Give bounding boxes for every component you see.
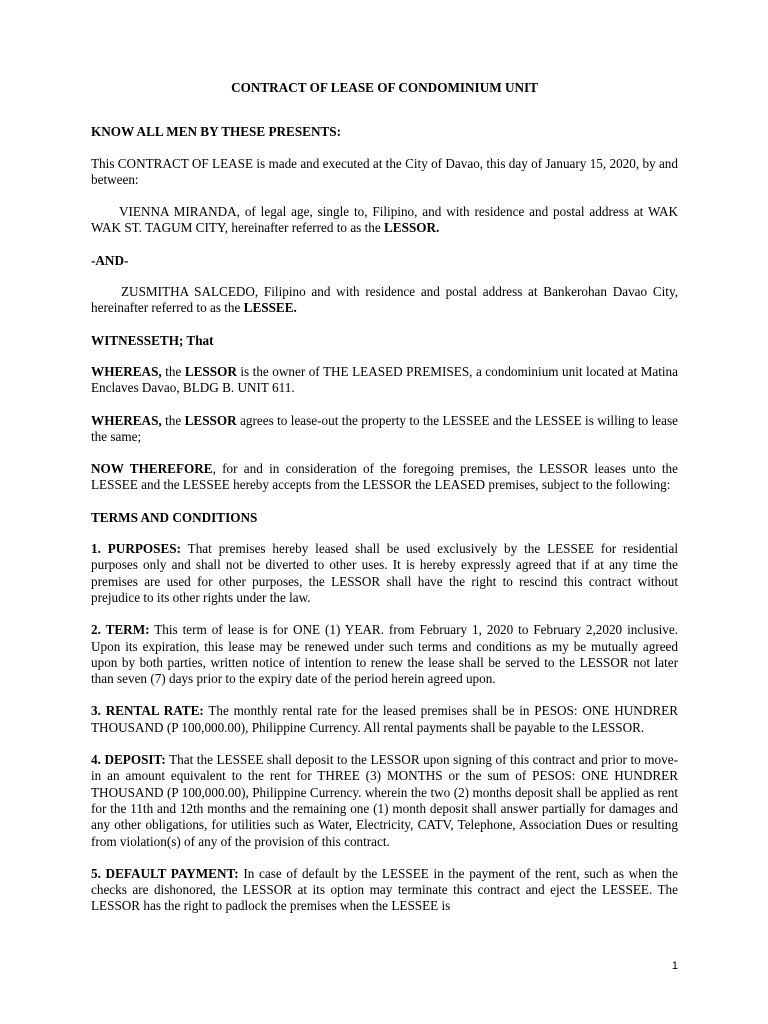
whereas-1-lessor: LESSOR — [184, 363, 237, 379]
terms-heading: TERMS AND CONDITIONS — [91, 509, 258, 525]
lessor-party-text: VIENNA MIRANDA, of legal age, single to, Filipino, and with residence and postal address at WAK WAK ST. TAGUM CITY, hereinafter referred to as the — [91, 204, 678, 236]
clause-label: 4. DEPOSIT: — [91, 752, 166, 768]
lessee-party-bold: LESSEE. — [243, 300, 297, 316]
now-therefore-paragraph — [91, 461, 678, 494]
clause-label: 2. TERM: — [91, 622, 150, 638]
clause-deposit — [91, 752, 678, 850]
whereas-2-lead: WHEREAS, — [91, 412, 162, 428]
now-therefore-text: , for and in consideration of the foregoing premises, the LESSOR leases unto the LESSEE and the LESSEE hereby accepts from the LESSOR the LEASED premises, subject to the following: — [91, 461, 678, 493]
lessee-party-text: ZUSMITHA SALCEDO, Filipino and with residence and postal address at Bankerohan Davao City, hereinafter referred to as the — [91, 284, 678, 316]
whereas-1-text: is the owner of THE LEASED PREMISES, a condominium unit located at Matina Enclaves Davao, BLDG B. UNIT 611. — [91, 363, 678, 396]
whereas-1-lead: WHEREAS, — [91, 363, 162, 379]
document-page — [91, 80, 678, 931]
now-therefore-lead: NOW THEREFORE — [91, 461, 213, 477]
whereas-2-text: agrees to lease-out the property to the LESSEE and the LESSEE is willing to lease the same; — [91, 412, 678, 444]
clause-default-payment — [91, 866, 678, 915]
clause-term — [91, 622, 678, 687]
clause-text: That the LESSEE shall deposit to the LESSOR upon signing of this contract and prior to move-in an amount equivalent to the rent for THREE (3) MONTHS or the sum of PESOS: ONE HUNDRER THOUSAND (P 100,000.00), Philippine Currency. wherein the two (2) months deposit shall be applied as rent for the 11th and 12th months and the remaining one (1) month deposit shall answer partially for damages and any other obligations, for utilities such as Water, Electricity, CATV, Telephone, Association Dues or resulting from violation(s) of any of the provision of this contract. — [91, 752, 678, 849]
intro-paragraph: This CONTRACT OF LEASE is made and executed at the City of Davao, this day of January 15, 2020, by and between: — [91, 155, 678, 187]
clause-text: That premises hereby leased shall be used exclusively by the LESSEE for residential purposes only and shall not be diverted to other uses. It is hereby expressly agreed that if at any time the premises are used for other purposes, the LESSOR shall have the right to rescind this contract without prejudice to its other rights under the law. — [91, 541, 678, 605]
clause-text: The monthly rental rate for the leased premises shall be in PESOS: ONE HUNDRER THOUSAND (P 100,000.00), Philippine Currency. All rental payments shall be payable to the LESSOR. — [91, 703, 678, 735]
and-label: -AND- — [91, 252, 129, 268]
clause-label: 5. DEFAULT PAYMENT: — [91, 865, 239, 881]
lessor-party-paragraph — [91, 204, 678, 237]
clause-purposes — [91, 541, 678, 606]
clause-text: In case of default by the LESSEE in the payment of the rent, such as when the checks are dishonored, the LESSOR at its option may terminate this contract and eject the LESSEE. The LESSOR has the right to padlock the premises when the LESSEE is — [91, 865, 678, 914]
clause-rental-rate — [91, 703, 678, 736]
clause-label: 3. RENTAL RATE: — [91, 703, 204, 719]
lessee-party-paragraph — [91, 284, 678, 317]
lessor-party-bold: LESSOR. — [384, 220, 440, 236]
whereas-2-lessor: LESSOR — [184, 412, 237, 428]
page-number: 1 — [671, 960, 678, 972]
know-all-men-heading: KNOW ALL MEN BY THESE PRESENTS: — [91, 124, 342, 140]
whereas-1-the: the — [161, 363, 185, 379]
clause-text: This term of lease is for ONE (1) YEAR. from February 1, 2020 to February 2,2020 inclusive. Upon its expiration, this lease may be renewed under such terms and conditions as my be mutually agreed upon by both parties, written notice of intention to renew the lease shall be served to the LESSOR not later than seven (7) days prior to the expiry date of the period herein agreed upon. — [91, 622, 678, 687]
whereas-1-paragraph — [91, 364, 678, 397]
whereas-2-paragraph — [91, 413, 678, 446]
document-title: CONTRACT OF LEASE OF CONDOMINIUM UNIT — [231, 80, 538, 95]
clause-label: 1. PURPOSES: — [91, 541, 182, 557]
whereas-2-the: the — [161, 412, 185, 428]
witnesseth-heading: WITNESSETH; That — [91, 332, 214, 348]
